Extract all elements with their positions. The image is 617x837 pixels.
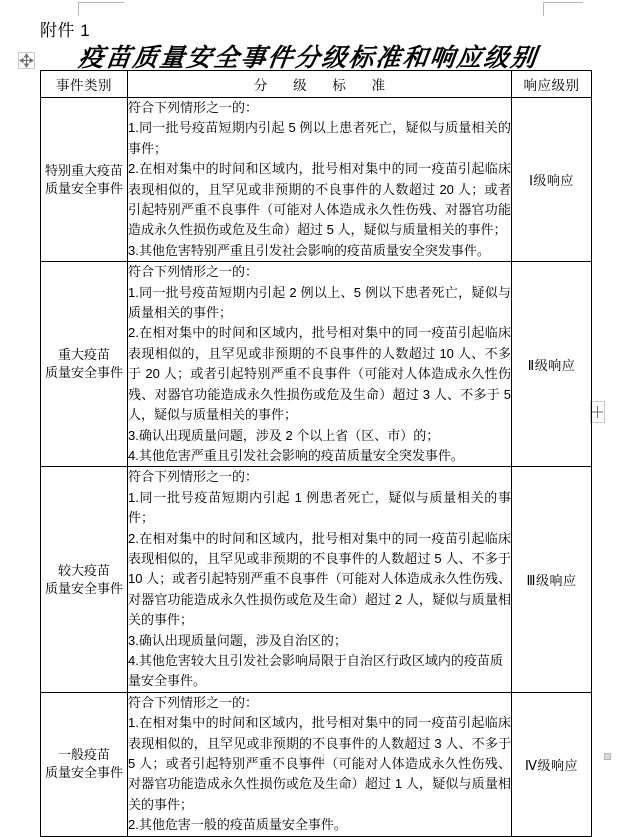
- move-four-arrows-icon: [19, 53, 34, 68]
- cell-event-category: 较大疫苗 质量安全事件: [41, 467, 128, 692]
- standard-clause: 符合下列情形之一的：: [128, 469, 259, 485]
- table-move-handle[interactable]: [18, 52, 35, 69]
- standard-clause: 2.在相对集中的时间和区域内，批号相对集中的同一疫苗引起临床表现相似的，且罕见或非预期的不良事件的人数超过 20 人；或者引起特别严重不良事件（可能对人体造成永久性伤残、对器官功能造成永久性损伤或危及生命）超过 5 人，疑似与质量相关的事件；: [128, 161, 511, 238]
- standard-clause: 2.在相对集中的时间和区域内，批号相对集中的同一疫苗引起临床表现相似的，且罕见或非预期的不良事件的人数超过 10 人、不多于 20 人；或者引起特别严重不良事件（可能对人体造成永久性伤残、对器官功能造成永久性损伤或危及生命）超过 3 人、不多于 5 人，疑似与质量相关的事件；: [128, 325, 511, 423]
- standard-clause: 符合下列情形之一的：: [128, 264, 259, 280]
- grading-table: [40, 70, 592, 837]
- cell-grading-standard: [128, 692, 512, 836]
- table-header-row: [41, 71, 592, 98]
- table-row: [41, 98, 592, 262]
- table-corner-resize-handle[interactable]: [604, 753, 611, 760]
- table-row: [41, 467, 592, 692]
- cell-response-level: Ⅲ级响应: [512, 467, 592, 692]
- cell-event-category: 重大疫苗 质量安全事件: [41, 262, 128, 467]
- column-header-standard: 分 级 标 准: [128, 71, 512, 98]
- column-header-category: 事件类别: [41, 71, 128, 98]
- standard-clause: 3.确认出现质量问题，涉及自治区的；: [128, 632, 347, 648]
- standard-clause: 4.其他危害严重且引发社会影响的疫苗质量安全突发事件。: [128, 447, 464, 463]
- standard-clause: 符合下列情形之一的：: [128, 694, 259, 710]
- standard-clause: 2.在相对集中的时间和区域内，批号相对集中的同一疫苗引起临床表现相似的，且罕见或非预期的不良事件的人数超过 5 人、不多于 10 人；或者引起特别严重不良事件（可能对人体造成永久性伤残、对器官功能造成永久性损伤或危及生命）超过 2 人，疑似与质量相关的事件；: [128, 530, 511, 628]
- standard-clause: 1.同一批号疫苗短期内引起 5 例以上患者死亡，疑似与质量相关的事件；: [128, 120, 511, 156]
- standard-clause: 1.同一批号疫苗短期内引起 1 例患者死亡，疑似与质量相关的事件；: [128, 489, 511, 526]
- standard-clause: 2.其他危害一般的疫苗质量安全事件。: [128, 817, 347, 833]
- cell-grading-standard: [128, 98, 512, 262]
- cell-grading-standard: [128, 467, 512, 692]
- cell-event-category: 一般疫苗 质量安全事件: [41, 692, 128, 836]
- cell-response-level: Ⅰ级响应: [512, 98, 592, 262]
- cell-response-level: Ⅱ级响应: [512, 262, 592, 467]
- column-header-level: 响应级别: [512, 71, 592, 98]
- table-row: [41, 692, 592, 836]
- standard-clause: 3.其他危害特别严重且引发社会影响的疫苗质量安全突发事件。: [128, 242, 490, 258]
- standard-clause: 3.确认出现质量问题，涉及 2 个以上省（区、市）的；: [128, 427, 440, 443]
- crop-mark-top-left: [78, 2, 124, 16]
- cell-grading-standard: [128, 262, 512, 467]
- standard-clause: 1.在相对集中的时间和区域内，批号相对集中的同一疫苗引起临床表现相似的，且罕见或非预期的不良事件的人数超过 3 人、不多于 5 人；或者引起特别严重不良事件（可能对人体造成永久性伤残、对器官功能造成永久性损伤或危及生命）超过 1 人，疑似与质量相关的事件；: [128, 715, 511, 812]
- table-resize-handle[interactable]: [590, 401, 605, 423]
- page-title: 疫苗质量安全事件分级标准和响应级别: [77, 43, 540, 72]
- cell-response-level: Ⅳ级响应: [512, 692, 592, 836]
- plus-resize-icon: [591, 402, 604, 422]
- crop-mark-top-right: [543, 2, 583, 16]
- attachment-label: 附件 1: [40, 21, 91, 40]
- standard-clause: 4.其他危害较大且引发社会影响局限于自治区行政区域内的疫苗质量安全事件。: [128, 652, 503, 689]
- standard-clause: 1.同一批号疫苗短期内引起 2 例以上、5 例以下患者死亡，疑似与质量相关的事件；: [128, 284, 511, 321]
- standard-clause: 符合下列情形之一的：: [128, 100, 259, 115]
- table-body: [41, 98, 592, 837]
- table-row: [41, 262, 592, 467]
- cell-event-category: 特别重大疫苗 质量安全事件: [41, 98, 128, 262]
